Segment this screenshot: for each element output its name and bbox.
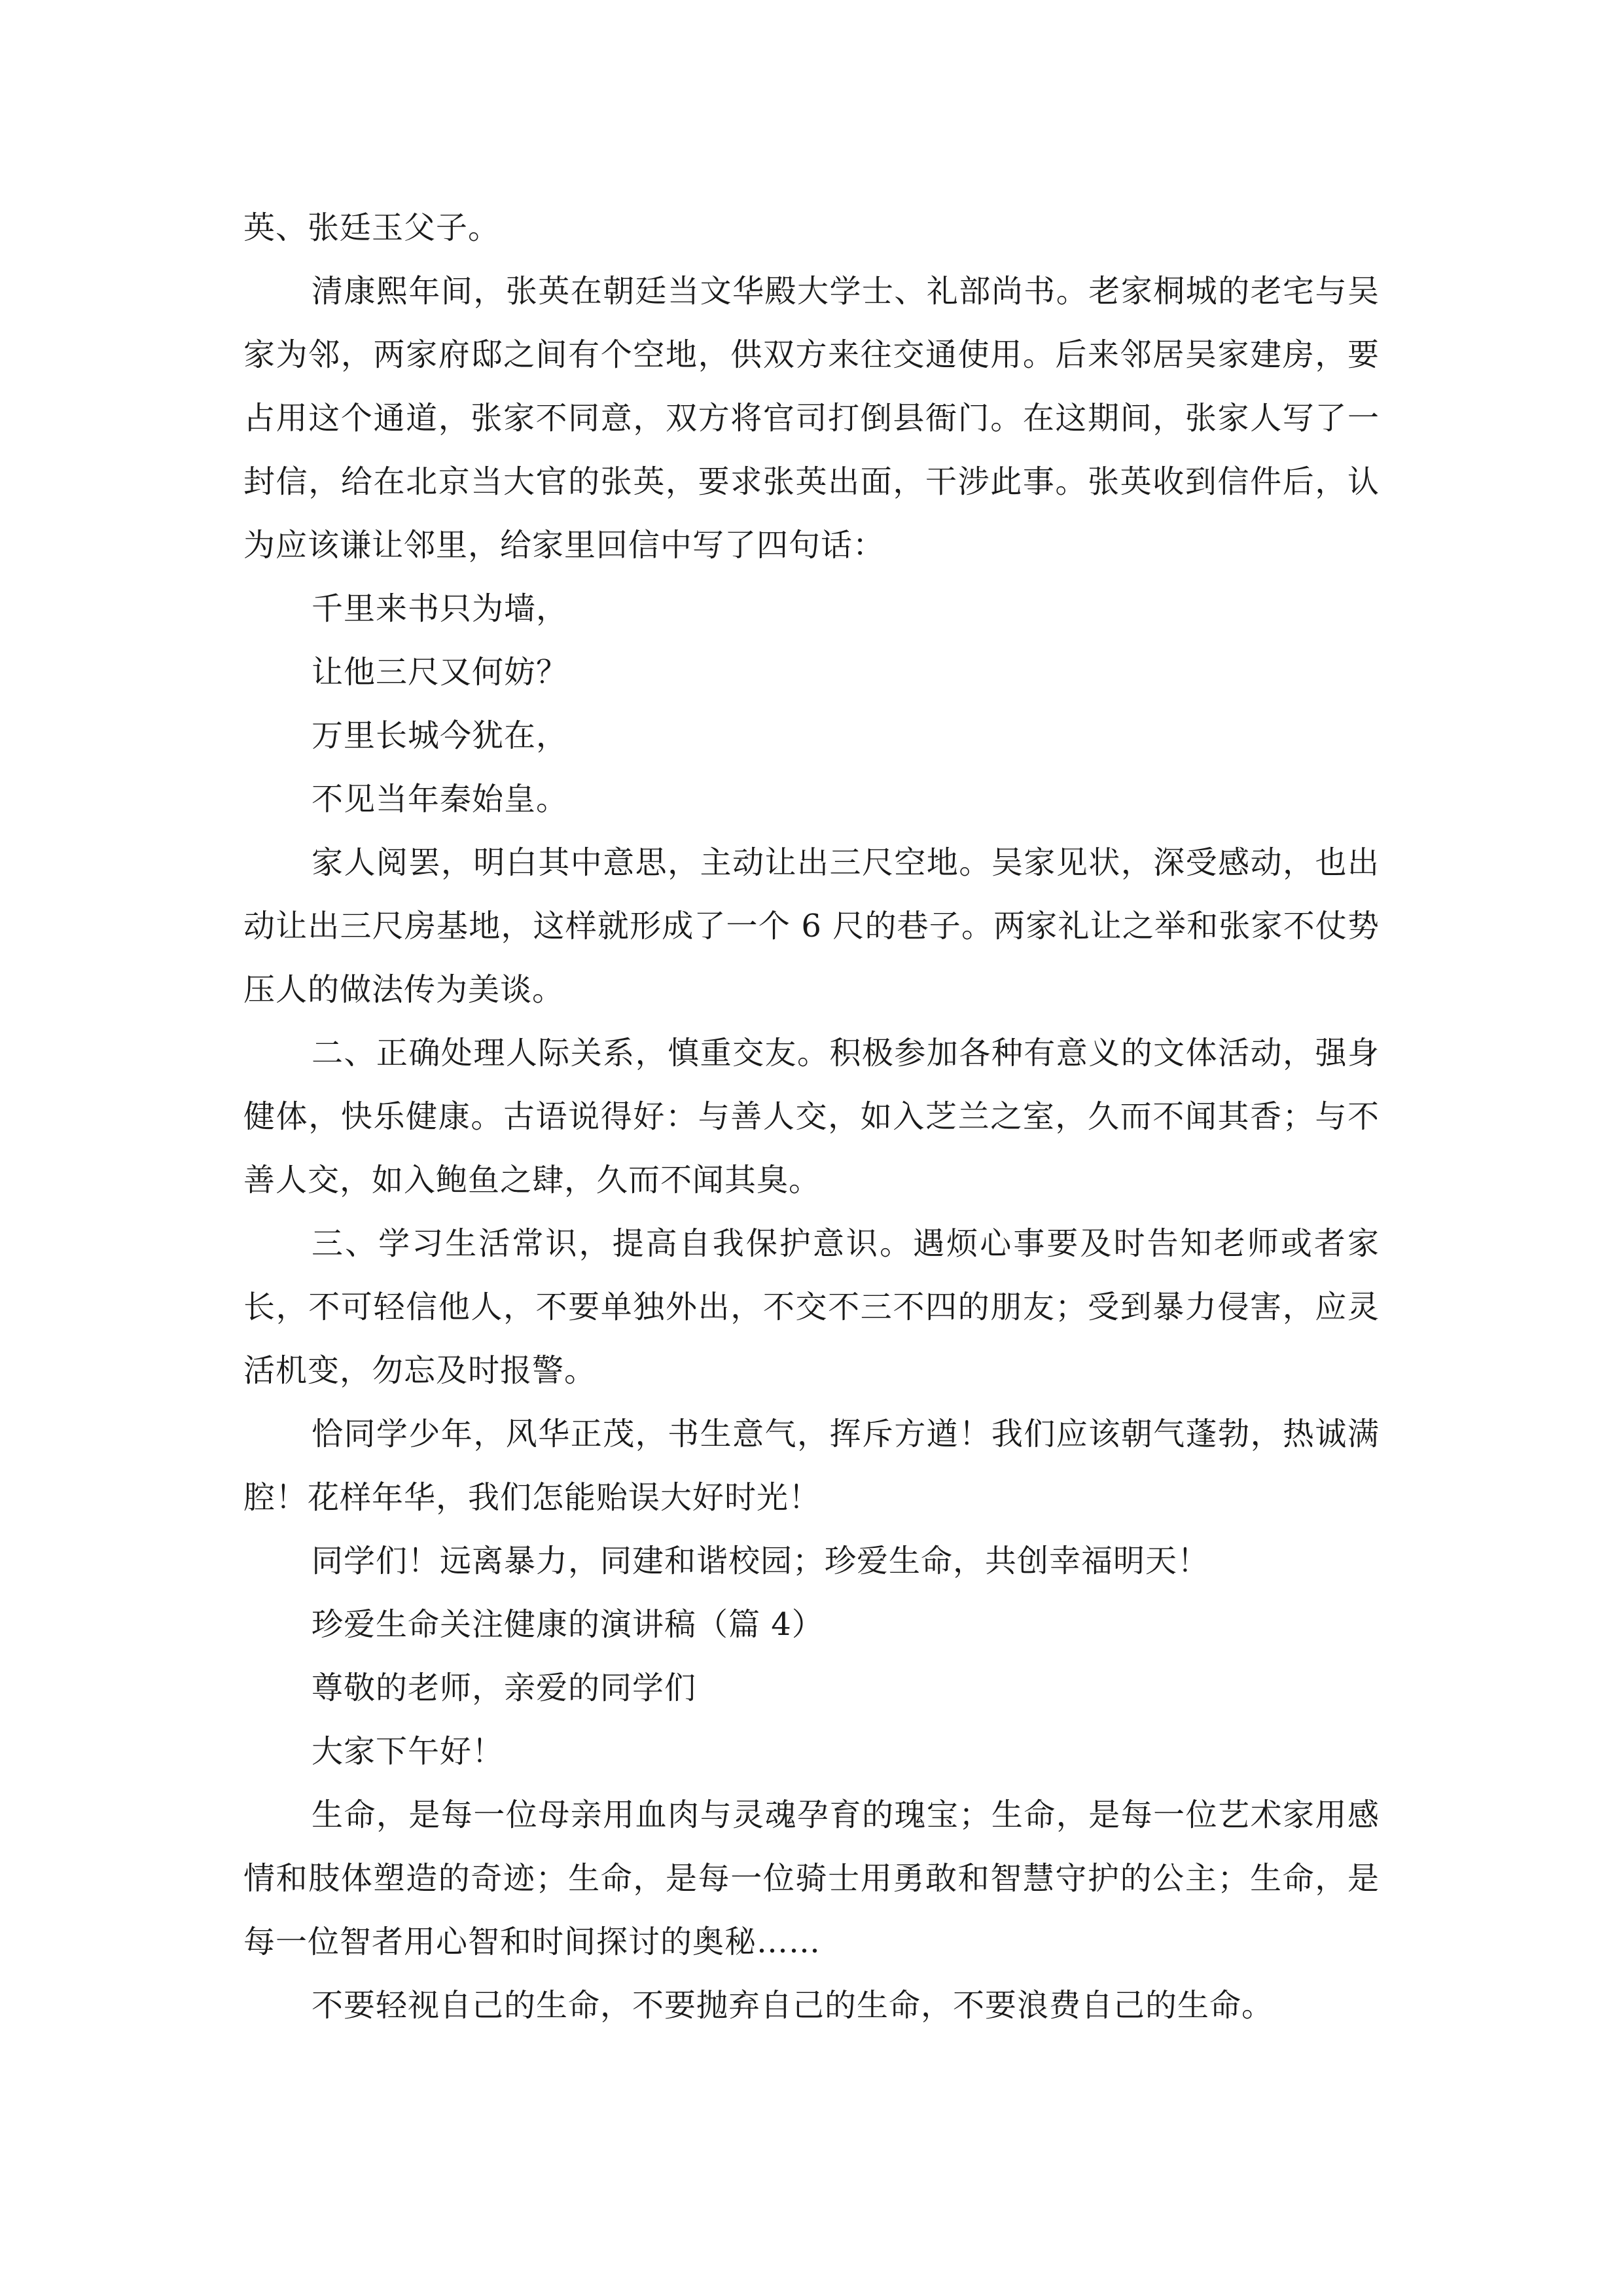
paragraph-life-advice: 不要轻视自己的生命，不要抛弃自己的生命，不要浪费自己的生命。 — [312, 1987, 1274, 2024]
poem-line-4: 不见当年秦始皇。 — [312, 781, 569, 817]
paragraph-point-three: 三、学习生活常识，提高自我保护意识。遇烦心事要及时告知老师或者家长，不可轻信他人，不要单独外出，不交不三不四的朋友；受到暴力侵害，应灵活机变，勿忘及时报警。 — [243, 1225, 1380, 1389]
document-body — [243, 196, 1380, 2037]
greeting: 大家下午好！ — [312, 1733, 505, 1770]
paragraph-closing-call: 同学们！远离暴力，同建和谐校园；珍爱生命，共创幸福明天！ — [312, 1543, 1210, 1579]
paragraph-life-metaphors: 生命，是每一位母亲用血肉与灵魂孕育的瑰宝；生命，是每一位艺术家用感情和肢体塑造的奇迹；生命，是每一位骑士用勇敢和智慧守护的公主；生命，是每一位智者用心智和时间探讨的奥秘…… — [243, 1797, 1380, 1960]
paragraph-point-two: 二、正确处理人际关系，慎重交友。积极参加各种有意义的文体活动，强身健体，快乐健康。古语说得好：与善人交，如入芝兰之室，久而不闻其香；与不善人交，如入鲍鱼之肆，久而不闻其臭。 — [243, 1035, 1380, 1198]
poem-line-2: 让他三尺又何妨？ — [312, 654, 569, 691]
poem-line-3: 万里长城今犹在， — [312, 717, 569, 754]
poem-line-1: 千里来书只为墙， — [312, 590, 569, 627]
paragraph-story-ending: 家人阅罢，明白其中意思，主动让出三尺空地。吴家见状，深受感动，也出动让出三尺房基地，这样就形成了一个 6 尺的巷子。两家礼让之举和张家不仗势压人的做法传为美谈。 — [243, 844, 1380, 1008]
salutation: 尊敬的老师，亲爱的同学们 — [312, 1670, 697, 1706]
paragraph-continuation: 英、张廷玉父子。 — [243, 209, 501, 246]
paragraph-youth: 恰同学少年，风华正茂，书生意气，挥斥方遒！我们应该朝气蓬勃，热诚满腔！花样年华，我们怎能贻误大好时光！ — [243, 1416, 1380, 1516]
section-heading: 珍爱生命关注健康的演讲稿（篇 4） — [312, 1606, 824, 1643]
paragraph-story-zhang-ying: 清康熙年间，张英在朝廷当文华殿大学士、礼部尚书。老家桐城的老宅与吴家为邻，两家府邸之间有个空地，供双方来往交通使用。后来邻居吴家建房，要占用这个通道，张家不同意，双方将官司打倒县衙门。在这期间，张家人写了一封信，给在北京当大官的张英，要求张英出面，干涉此事。张英收到信件后，认为应该谦让邻里，给家里回信中写了四句话： — [243, 273, 1380, 564]
